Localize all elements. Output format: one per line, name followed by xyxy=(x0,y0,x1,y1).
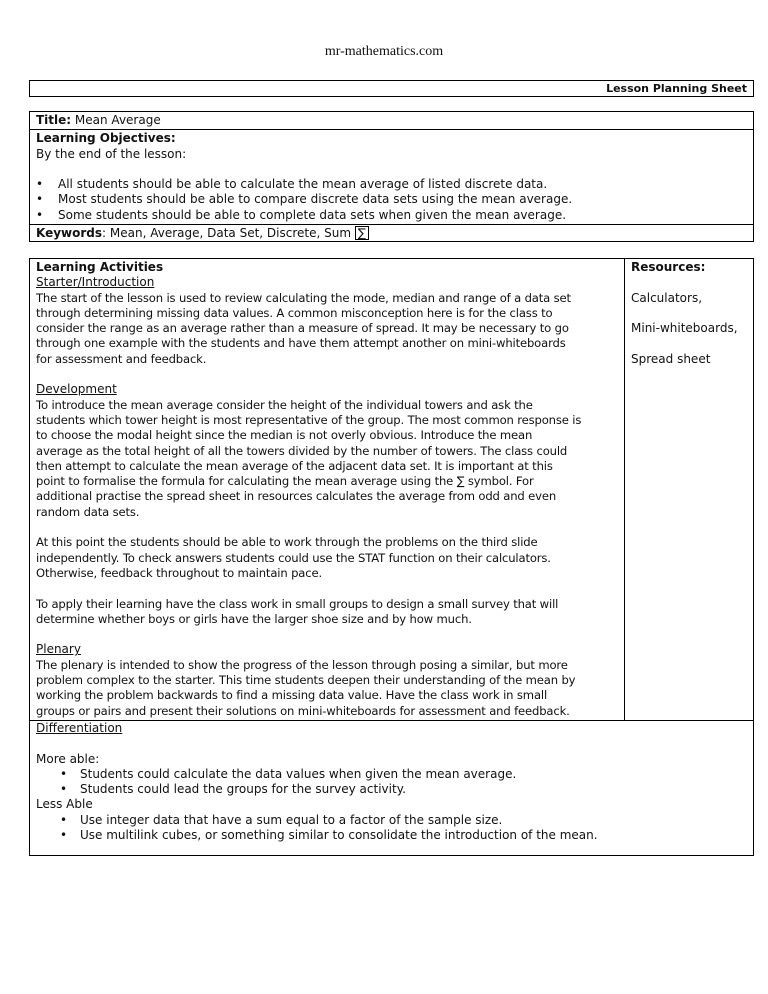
text-line: additional practise the spread sheet in resources calculates the average from odd and even xyxy=(36,489,557,504)
learning-objectives xyxy=(30,130,753,225)
plenary-heading: Plenary xyxy=(36,642,81,657)
text-line: students which tower height is most representative of the group. The most common response is xyxy=(36,412,582,427)
text-line: At this point the students should be able to work through the problems on the third slide xyxy=(36,535,538,550)
text-line: The plenary is intended to show the progress of the lesson through posing a similar, but more xyxy=(36,657,568,672)
resources-column xyxy=(625,259,753,720)
objective-item: • Some students should be able to complete data sets when given the mean average. xyxy=(36,208,747,223)
plenary-text xyxy=(36,658,618,719)
activities-heading: Learning Activities xyxy=(36,260,164,274)
differentiation-heading: Differentiation xyxy=(36,721,123,735)
more-able-item: • Students could lead the groups for the survey activity. xyxy=(36,782,747,797)
apply-text xyxy=(36,597,618,628)
text-line: then attempt to calculate the mean average of the adjacent data set. It is important at this xyxy=(36,458,553,473)
text-line: consider the range as an average rather than a measure of spread. It may be necessary to go xyxy=(36,321,569,336)
starter-text xyxy=(36,291,618,367)
activities-row xyxy=(30,259,753,721)
more-able-item: • Students could calculate the data values when given the mean average. xyxy=(36,767,747,782)
independent-text xyxy=(36,535,618,581)
objectives-list xyxy=(36,177,747,223)
objectives-heading: Learning Objectives: xyxy=(36,131,176,146)
text-line: The start of the lesson is used to review calculating the mode, median and range of a data set xyxy=(36,290,571,305)
differentiation xyxy=(30,720,753,844)
more-able-label: More able: xyxy=(36,751,100,766)
text-line: Otherwise, feedback throughout to maintain pace. xyxy=(36,565,322,580)
text-line: determine whether boys or girls have the larger shoe size and by how much. xyxy=(36,611,472,626)
development-text xyxy=(36,398,618,520)
activities-box xyxy=(29,258,754,856)
keywords-label: Keywords xyxy=(36,226,103,241)
text-line: groups or pairs and present their solutions on mini-whiteboards for assessment and feedback. xyxy=(36,703,570,718)
text-line: independently. To check answers students could use the STAT function on their calculators. xyxy=(36,550,551,565)
text-line: through determining missing data values. A common misconception here is for the class to xyxy=(36,305,553,320)
sheet-header: Lesson Planning Sheet xyxy=(29,80,754,97)
development-heading: Development xyxy=(36,382,117,397)
objectives-intro: By the end of the lesson: xyxy=(36,146,187,161)
text-line: problem complex to the starter. This time students deepen their understanding of the mean by xyxy=(36,673,576,688)
resource-item: Calculators, xyxy=(631,290,703,305)
less-able-item: • Use integer data that have a sum equal to a factor of the sample size. xyxy=(36,813,747,828)
resource-item: Spread sheet xyxy=(631,351,711,366)
objectives-box xyxy=(29,111,754,242)
text-line: average as the total height of all the towers divided by the number of towers. The class could xyxy=(36,443,568,458)
title-row xyxy=(30,112,753,130)
learning-activities xyxy=(30,259,625,720)
text-line: to choose the modal height since the median is not overly obvious. Introduce the mean xyxy=(36,428,533,443)
text-line: through one example with the students and have them attempt another on mini-whiteboards xyxy=(36,336,566,351)
text-line: point to formalise the formula for calculating the mean average using the ∑ symbol. For xyxy=(36,474,534,489)
resources-heading: Resources: xyxy=(631,260,706,274)
site-name: mr-mathematics.com xyxy=(324,44,444,59)
text-line: To apply their learning have the class work in small groups to design a small survey that will xyxy=(36,596,559,611)
title-label: Title: xyxy=(36,113,72,127)
text-line: To introduce the mean average consider the height of the individual towers and ask the xyxy=(36,397,533,412)
starter-heading: Starter/Introduction xyxy=(36,275,155,290)
less-able-label: Less Able xyxy=(36,797,93,812)
text-line: random data sets. xyxy=(36,504,140,519)
more-able-list xyxy=(36,767,747,798)
objective-item: • Most students should be able to compare discrete data sets using the mean average. xyxy=(36,192,747,207)
title-value: Mean Average xyxy=(74,113,161,127)
objective-item: • All students should be able to calculate the mean average of listed discrete data. xyxy=(36,177,747,192)
resource-item: Mini-whiteboards, xyxy=(631,321,738,336)
text-line: for assessment and feedback. xyxy=(36,351,207,366)
less-able-list xyxy=(36,813,747,844)
text-line: working the problem backwards to find a missing data value. Have the class work in small xyxy=(36,688,548,703)
less-able-item: • Use multilink cubes, or something similar to consolidate the introduction of the mean. xyxy=(36,828,747,843)
keywords-value: : Mean, Average, Data Set, Discrete, Sum xyxy=(102,226,352,241)
sum-symbol: ∑ xyxy=(355,226,369,240)
keywords-row xyxy=(30,225,753,242)
